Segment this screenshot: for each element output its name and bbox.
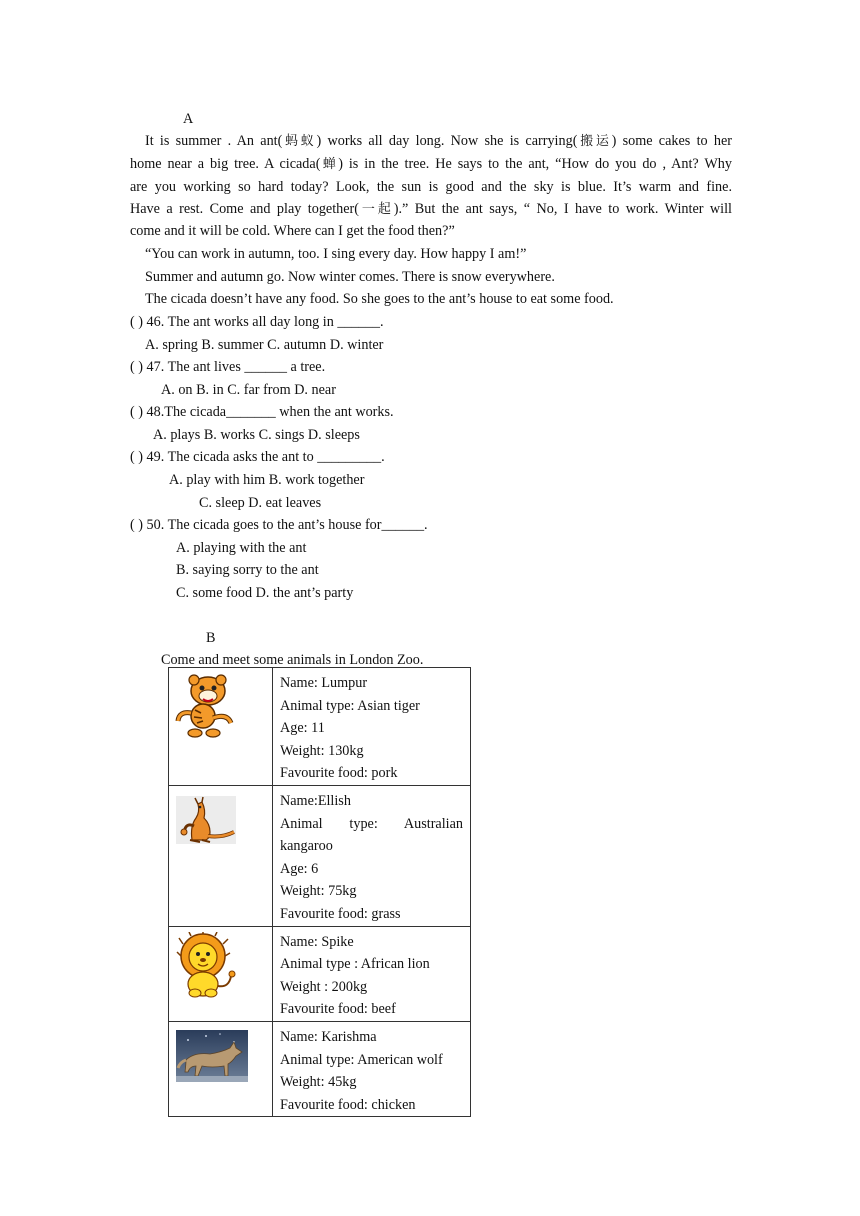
paragraph-line: Have a rest. Come and play together(一起).” But the ant says, “ No, I have to work. Winter will [130, 201, 732, 217]
animal-age: Age: 6 [280, 860, 319, 877]
section-a-label: A [183, 111, 194, 127]
animal-food: Favourite food: pork [280, 765, 398, 782]
paragraph-line: It is summer . An ant(蚂蚁) works all day long. Now she is carrying(搬运) some cakes to her [145, 133, 732, 149]
table-row [169, 785, 471, 926]
question-47: ( ) 47. The ant lives ______ a tree. [130, 359, 326, 375]
section-b-intro: Come and meet some animals in London Zoo. [161, 652, 424, 668]
animal-weight: Weight: 130kg [280, 742, 364, 759]
animal-name: Name:Ellish [280, 792, 351, 809]
animal-food: Favourite food: grass [280, 905, 401, 922]
animal-food: Favourite food: beef [280, 1001, 396, 1018]
question-50-options: A. playing with the ant [176, 540, 307, 556]
animal-info-cell [273, 1021, 471, 1116]
question-49-options: C. sleep D. eat leaves [199, 495, 322, 511]
question-49-options: A. play with him B. work together [169, 472, 365, 488]
paragraph-line: come and it will be cold. Where can I get the food then?” [130, 223, 455, 239]
animal-name: Name: Lumpur [280, 675, 368, 691]
animal-type: Animal type: Asian tiger [280, 697, 420, 714]
question-50-options: C. some food D. the ant’s party [176, 585, 354, 601]
paragraph: The cicada doesn’t have any food. So she goes to the ant’s house to eat some food. [145, 291, 614, 307]
animal-table [168, 667, 471, 1117]
question-48: ( ) 48.The cicada_______ when the ant works. [130, 404, 394, 420]
animal-age: Age: 11 [280, 720, 325, 737]
table-row [169, 926, 471, 1021]
animal-name: Name: Spike [280, 933, 354, 950]
animal-picture-cell [169, 1021, 273, 1116]
question-48-options: A. plays B. works C. sings D. sleeps [153, 427, 360, 443]
animal-picture-cell [169, 668, 273, 786]
animal-type: Animal type: Australian [280, 815, 463, 832]
question-49: ( ) 49. The cicada asks the ant to _________. [130, 449, 385, 465]
animal-food: Favourite food: chicken [280, 1096, 416, 1113]
animal-weight: Weight: 75kg [280, 883, 357, 900]
animal-weight: Weight : 200kg [280, 978, 368, 995]
animal-weight: Weight: 45kg [280, 1074, 357, 1091]
paragraph: “You can work in autumn, too. I sing every day. How happy I am!” [145, 246, 527, 262]
question-46-options: A. spring B. summer C. autumn D. winter [145, 337, 384, 353]
tiger-cartoon-icon [175, 673, 237, 739]
question-50: ( ) 50. The cicada goes to the ant’s house for______. [130, 517, 428, 533]
lion-cartoon-icon [175, 932, 237, 998]
table-row [169, 1021, 471, 1116]
animal-picture-cell [169, 926, 273, 1021]
wolf-photo-icon [176, 1030, 248, 1082]
table-row [169, 668, 471, 786]
question-50-options: B. saying sorry to the ant [176, 562, 319, 578]
animal-picture-cell [169, 785, 273, 926]
paragraph: Summer and autumn go. Now winter comes. There is snow everywhere. [145, 269, 555, 285]
animal-info-cell [273, 926, 471, 1021]
paragraph-line: home near a big tree. A cicada(蝉) is in the tree. He says to the ant, “How do you do , Ant? Why [130, 156, 732, 172]
question-46: ( ) 46. The ant works all day long in ______. [130, 314, 384, 330]
animal-info-cell [273, 668, 471, 786]
animal-info-cell [273, 785, 471, 926]
paragraph-line: are you working so hard today? Look, the sun is good and the sky is blue. It’s warm and fine. [130, 179, 732, 195]
kangaroo-cartoon-icon [176, 796, 236, 844]
section-b-label: B [206, 630, 216, 646]
animal-name: Name: Karishma [280, 1028, 377, 1045]
animal-type: Animal type : African lion [280, 956, 430, 973]
question-47-options: A. on B. in C. far from D. near [161, 382, 336, 398]
animal-type-cont: kangaroo [280, 838, 333, 855]
animal-type: Animal type: American wolf [280, 1051, 443, 1068]
